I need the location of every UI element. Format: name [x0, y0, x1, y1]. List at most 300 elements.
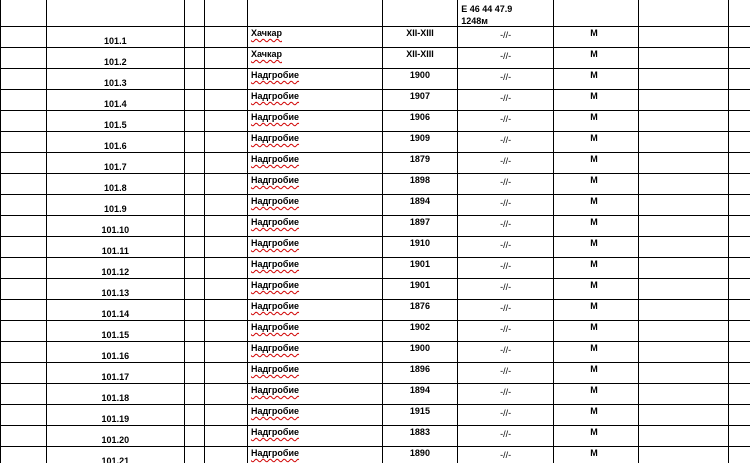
location-ditto: -//- [500, 30, 512, 40]
monument-name: Надгробие [250, 196, 300, 206]
cell-empty [184, 363, 204, 384]
category-mark: М [590, 196, 598, 206]
table-row-partial [1, 0, 750, 27]
row-number: 101.2 [104, 57, 127, 67]
cell-empty [184, 0, 204, 27]
cell-name [247, 195, 382, 216]
table-row [1, 300, 750, 321]
cell-location [458, 153, 554, 174]
cell-empty [205, 300, 248, 321]
table-row [1, 111, 750, 132]
cell-year [382, 426, 458, 447]
cell-empty [205, 132, 248, 153]
location-ditto: -//- [500, 135, 512, 145]
row-number: 101.8 [104, 183, 127, 193]
location-ditto: -//- [500, 156, 512, 166]
cell-empty [205, 405, 248, 426]
cell-empty [184, 90, 204, 111]
cell-empty [1, 27, 47, 48]
cell-number [46, 216, 184, 237]
table-row [1, 237, 750, 258]
row-number: 101.13 [101, 288, 130, 298]
cell-empty [205, 216, 248, 237]
cell-number [46, 279, 184, 300]
cell-name [247, 0, 382, 27]
cell-name [247, 48, 382, 69]
cell-category [554, 447, 639, 463]
cell-year [382, 48, 458, 69]
cell-category [554, 363, 639, 384]
cell-category [554, 27, 639, 48]
cell-empty [184, 300, 204, 321]
cell-empty [1, 321, 47, 342]
monument-year: 1915 [409, 406, 430, 416]
cell-empty [638, 279, 728, 300]
cell-empty [1, 111, 47, 132]
monument-name: Надгробие [250, 343, 300, 353]
monument-name: Надгробие [250, 301, 300, 311]
cell-empty [638, 216, 728, 237]
monument-name: Надгробие [250, 70, 300, 80]
cell-empty [184, 69, 204, 90]
cell-empty [638, 321, 728, 342]
cell-year [382, 405, 458, 426]
cell-empty [638, 237, 728, 258]
monument-name: Надгробие [250, 112, 300, 122]
cell-location [458, 342, 554, 363]
row-number: 101.12 [101, 267, 130, 277]
cell-number [46, 132, 184, 153]
cell-empty [184, 132, 204, 153]
cell-empty [728, 90, 750, 111]
cell-number [46, 258, 184, 279]
monument-year: 1894 [409, 385, 430, 395]
table-row [1, 384, 750, 405]
cell-empty [1, 0, 47, 27]
category-mark: М [590, 238, 598, 248]
cell-year [382, 447, 458, 463]
cell-empty [205, 321, 248, 342]
cell-location [458, 258, 554, 279]
table-row [1, 321, 750, 342]
location-ditto: -//- [500, 93, 512, 103]
cell-name [247, 90, 382, 111]
category-mark: М [590, 406, 598, 416]
cell-year [382, 27, 458, 48]
location-ditto: -//- [500, 387, 512, 397]
cell-empty [638, 363, 728, 384]
table-row [1, 153, 750, 174]
location-ditto: -//- [500, 72, 512, 82]
location-ditto: -//- [500, 429, 512, 439]
monuments-table-body [1, 0, 750, 463]
monument-year: 1901 [409, 280, 430, 290]
cell-empty [638, 27, 728, 48]
cell-empty [638, 111, 728, 132]
row-number: 101.11 [101, 246, 129, 256]
cell-name [247, 405, 382, 426]
location-ditto: -//- [500, 345, 512, 355]
cell-empty [638, 90, 728, 111]
cell-empty [184, 174, 204, 195]
cell-empty [205, 342, 248, 363]
location-ditto: -//- [500, 219, 512, 229]
cell-category [554, 321, 639, 342]
cell-number [46, 384, 184, 405]
monument-year: XII-XIII [406, 28, 434, 38]
row-number: 101.7 [104, 162, 127, 172]
cell-empty [184, 321, 204, 342]
row-number: 101.6 [104, 141, 127, 151]
cell-empty [1, 237, 47, 258]
cell-empty [205, 48, 248, 69]
cell-number [46, 90, 184, 111]
cell-empty [1, 216, 47, 237]
category-mark: М [590, 133, 598, 143]
coordinates-line2: 1248м [461, 16, 488, 26]
cell-empty [728, 48, 750, 69]
cell-empty [728, 342, 750, 363]
cell-year [382, 216, 458, 237]
cell-empty [205, 258, 248, 279]
cell-category [554, 0, 639, 27]
monument-year: 1910 [409, 238, 430, 248]
category-mark: М [590, 301, 598, 311]
monument-name: Надгробие [250, 154, 300, 164]
cell-number [46, 174, 184, 195]
category-mark: М [590, 448, 598, 458]
cell-year [382, 153, 458, 174]
cell-empty [1, 174, 47, 195]
cell-name [247, 237, 382, 258]
monument-name: Надгробие [250, 385, 300, 395]
monument-name: Хачкар [250, 28, 282, 38]
cell-empty [728, 384, 750, 405]
cell-empty [184, 405, 204, 426]
cell-empty [205, 0, 248, 27]
category-mark: М [590, 49, 598, 59]
cell-location [458, 195, 554, 216]
table-row [1, 405, 750, 426]
cell-category [554, 195, 639, 216]
cell-category [554, 426, 639, 447]
cell-empty [1, 384, 47, 405]
cell-year [382, 195, 458, 216]
cell-location [458, 237, 554, 258]
location-ditto: -//- [500, 261, 512, 271]
location-ditto: -//- [500, 177, 512, 187]
cell-name [247, 342, 382, 363]
cell-location [458, 447, 554, 463]
cell-location [458, 27, 554, 48]
cell-empty [728, 279, 750, 300]
row-number: 101.16 [101, 351, 130, 361]
table-row [1, 48, 750, 69]
cell-number [46, 153, 184, 174]
row-number: 101.18 [101, 393, 130, 403]
cell-year [382, 321, 458, 342]
cell-number [46, 342, 184, 363]
cell-number [46, 0, 184, 27]
cell-location [458, 174, 554, 195]
cell-empty [184, 27, 204, 48]
cell-category [554, 48, 639, 69]
monument-year: 1879 [409, 154, 430, 164]
cell-empty [1, 69, 47, 90]
cell-empty [205, 279, 248, 300]
location-ditto: -//- [500, 450, 512, 460]
cell-empty [184, 279, 204, 300]
cell-empty [638, 153, 728, 174]
cell-empty [728, 132, 750, 153]
monument-name: Надгробие [250, 322, 300, 332]
location-ditto: -//- [500, 51, 512, 61]
category-mark: М [590, 385, 598, 395]
location-ditto: -//- [500, 198, 512, 208]
location-ditto: -//- [500, 366, 512, 376]
cell-empty [1, 258, 47, 279]
cell-number [46, 27, 184, 48]
cell-name [247, 27, 382, 48]
cell-empty [638, 426, 728, 447]
cell-empty [184, 48, 204, 69]
cell-number [46, 405, 184, 426]
category-mark: М [590, 427, 598, 437]
monument-name: Надгробие [250, 259, 300, 269]
location-ditto: -//- [500, 282, 512, 292]
cell-category [554, 174, 639, 195]
monument-year: 1896 [409, 364, 430, 374]
row-number: 101.4 [104, 99, 127, 109]
cell-empty [205, 426, 248, 447]
cell-empty [184, 195, 204, 216]
row-number: 101.10 [101, 225, 130, 235]
cell-empty [638, 405, 728, 426]
category-mark: М [590, 28, 598, 38]
cell-name [247, 300, 382, 321]
location-ditto: -//- [500, 324, 512, 334]
cell-empty [205, 153, 248, 174]
cell-empty [638, 447, 728, 463]
monument-name: Надгробие [250, 91, 300, 101]
cell-location [458, 69, 554, 90]
cell-empty [728, 321, 750, 342]
monument-year: 1900 [409, 343, 430, 353]
cell-empty [184, 111, 204, 132]
cell-empty [1, 90, 47, 111]
cell-empty [728, 0, 750, 27]
cell-name [247, 384, 382, 405]
row-number: 101.17 [101, 372, 130, 382]
cell-location [458, 363, 554, 384]
monument-name: Надгробие [250, 448, 300, 458]
cell-empty [728, 405, 750, 426]
table-row [1, 90, 750, 111]
cell-year [382, 258, 458, 279]
cell-empty [184, 258, 204, 279]
cell-category [554, 111, 639, 132]
cell-empty [638, 48, 728, 69]
cell-empty [728, 111, 750, 132]
cell-empty [728, 174, 750, 195]
cell-year [382, 384, 458, 405]
cell-empty [1, 153, 47, 174]
cell-empty [638, 174, 728, 195]
cell-location [458, 384, 554, 405]
cell-empty [1, 405, 47, 426]
cell-location [458, 321, 554, 342]
cell-category [554, 216, 639, 237]
cell-empty [205, 174, 248, 195]
monument-year: 1894 [409, 196, 430, 206]
category-mark: М [590, 154, 598, 164]
monument-year: 1901 [409, 259, 430, 269]
cell-number [46, 426, 184, 447]
monument-name: Надгробие [250, 427, 300, 437]
cell-category [554, 237, 639, 258]
cell-location [458, 90, 554, 111]
category-mark: М [590, 364, 598, 374]
cell-name [247, 132, 382, 153]
cell-year [382, 111, 458, 132]
cell-empty [1, 426, 47, 447]
category-mark: М [590, 259, 598, 269]
cell-year [382, 69, 458, 90]
cell-name [247, 447, 382, 463]
category-mark: М [590, 322, 598, 332]
cell-location [458, 300, 554, 321]
cell-year [382, 237, 458, 258]
cell-number [46, 363, 184, 384]
cell-empty [205, 237, 248, 258]
location-ditto: -//- [500, 240, 512, 250]
cell-empty [184, 426, 204, 447]
category-mark: М [590, 217, 598, 227]
cell-empty [728, 69, 750, 90]
table-row [1, 69, 750, 90]
cell-empty [1, 48, 47, 69]
cell-empty [1, 300, 47, 321]
table-row [1, 363, 750, 384]
table-row [1, 279, 750, 300]
cell-category [554, 384, 639, 405]
cell-category [554, 153, 639, 174]
row-number: 101.9 [104, 204, 127, 214]
cell-empty [1, 195, 47, 216]
cell-empty [638, 69, 728, 90]
row-number: 101.5 [104, 120, 127, 130]
cell-category [554, 258, 639, 279]
row-number: 101.1 [104, 36, 127, 46]
monument-year: 1909 [409, 133, 430, 143]
monument-year: 1890 [409, 448, 430, 458]
cell-category [554, 342, 639, 363]
cell-category [554, 132, 639, 153]
cell-empty [728, 258, 750, 279]
cell-empty [638, 0, 728, 27]
cell-year [382, 0, 458, 27]
cell-empty [205, 90, 248, 111]
cell-number [46, 300, 184, 321]
cell-name [247, 321, 382, 342]
cell-empty [638, 300, 728, 321]
cell-empty [205, 69, 248, 90]
cell-location [458, 132, 554, 153]
monument-year: 1898 [409, 175, 430, 185]
cell-name [247, 153, 382, 174]
cell-empty [728, 237, 750, 258]
table-row [1, 216, 750, 237]
cell-year [382, 132, 458, 153]
monument-name: Надгробие [250, 406, 300, 416]
coordinates-line1: E 46 44 47.9 [461, 4, 513, 14]
cell-number [46, 111, 184, 132]
cell-empty [638, 384, 728, 405]
row-number: 101.19 [101, 414, 130, 424]
cell-empty [184, 342, 204, 363]
category-mark: М [590, 280, 598, 290]
cell-location [458, 48, 554, 69]
cell-year [382, 342, 458, 363]
cell-empty [638, 258, 728, 279]
cell-name [247, 111, 382, 132]
cell-empty [205, 27, 248, 48]
location-ditto: -//- [500, 408, 512, 418]
cell-year [382, 363, 458, 384]
table-row [1, 447, 750, 463]
cell-category [554, 69, 639, 90]
monument-year: 1897 [409, 217, 430, 227]
cell-empty [728, 195, 750, 216]
row-number: 101.20 [101, 435, 130, 445]
monument-name: Хачкар [250, 49, 282, 59]
table-row [1, 195, 750, 216]
cell-year [382, 90, 458, 111]
row-number: 101.14 [101, 309, 130, 319]
monument-name: Надгробие [250, 364, 300, 374]
monument-name: Надгробие [250, 238, 300, 248]
cell-empty [728, 27, 750, 48]
cell-number [46, 321, 184, 342]
monument-name: Надгробие [250, 133, 300, 143]
category-mark: М [590, 343, 598, 353]
cell-empty [1, 279, 47, 300]
monument-year: 1876 [409, 301, 430, 311]
monument-name: Надгробие [250, 217, 300, 227]
category-mark: М [590, 70, 598, 80]
cell-number [46, 237, 184, 258]
cell-empty [1, 447, 47, 463]
monument-year: XII-XIII [406, 49, 434, 59]
cell-location [458, 216, 554, 237]
cell-empty [728, 216, 750, 237]
location-ditto: -//- [500, 303, 512, 313]
monument-year: 1906 [409, 112, 430, 122]
cell-year [382, 174, 458, 195]
table-row [1, 426, 750, 447]
cell-empty [638, 342, 728, 363]
table-row [1, 174, 750, 195]
cell-empty [205, 363, 248, 384]
cell-category [554, 279, 639, 300]
cell-empty [728, 153, 750, 174]
cell-name [247, 174, 382, 195]
cell-number [46, 447, 184, 463]
cell-empty [728, 447, 750, 463]
monument-year: 1902 [409, 322, 430, 332]
cell-name [247, 363, 382, 384]
cell-category [554, 300, 639, 321]
